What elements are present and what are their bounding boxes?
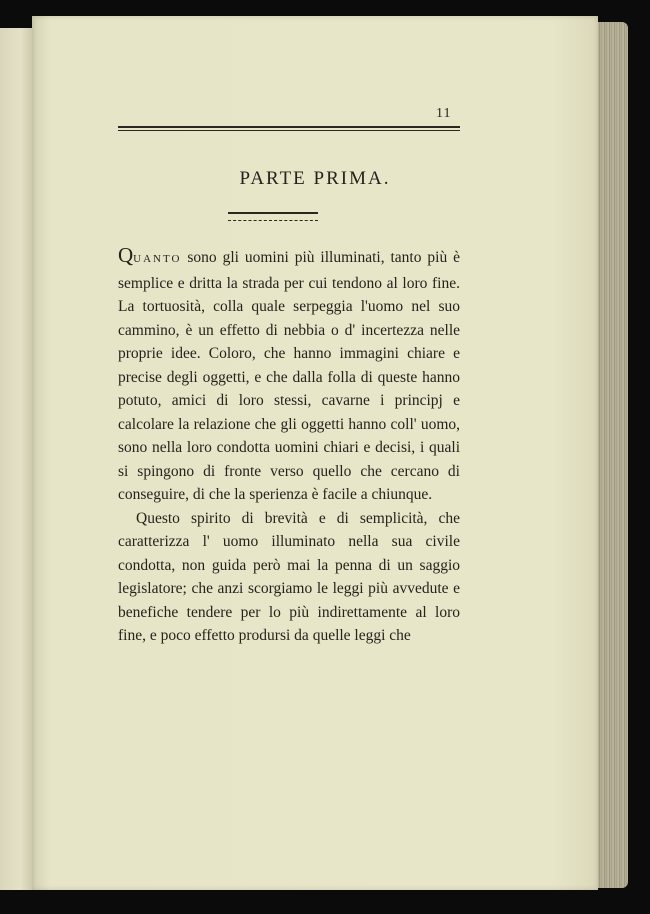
ornament-divider xyxy=(228,212,318,221)
paragraph-1-text: sono gli uomini più illuminati, tanto più è semplice e dritta la strada per cui tendono al loro fine. La tortuosità, colla quale serpeggia l'uomo nel suo cammino, è un effetto di nebbia o d' incertezza nelle proprie idee. Coloro, che hanno immagini chiare e precise degli oggetti, e che dalla folla di queste hanno potuto, amici di loro stessi, cavarne i principj e calcolare la relazione che gli oggetti hanno coll' uomo, sono nella loro condotta uomini chiari e decisi, i quali si spingono di fronte verso quello che cercano di conseguire, di che la sperienza è facile a chiunque. xyxy=(118,249,460,503)
chapter-heading: PARTE PRIMA. xyxy=(239,168,391,189)
page-number: 11 xyxy=(436,106,452,121)
header-rule-thin xyxy=(118,130,460,131)
small-caps-word: UANTO xyxy=(133,253,182,265)
drop-cap: Q xyxy=(118,243,134,267)
body-text xyxy=(118,244,460,648)
header-rule xyxy=(118,126,460,128)
book-page xyxy=(32,16,598,890)
paragraph-2: Questo spirito di brevità e di semplicità, che caratterizza l' uomo illuminato nella sua civile condotta, non guida però mai la penna di un saggio legislatore; che anzi scorgiamo le leggi più avvedute e benefiche tendere per lo più indirettamente al loro fine, e poco effetto prodursi da quelle leggi che xyxy=(118,509,460,644)
left-page-edge xyxy=(0,28,34,890)
paragraph-1 xyxy=(118,244,460,507)
